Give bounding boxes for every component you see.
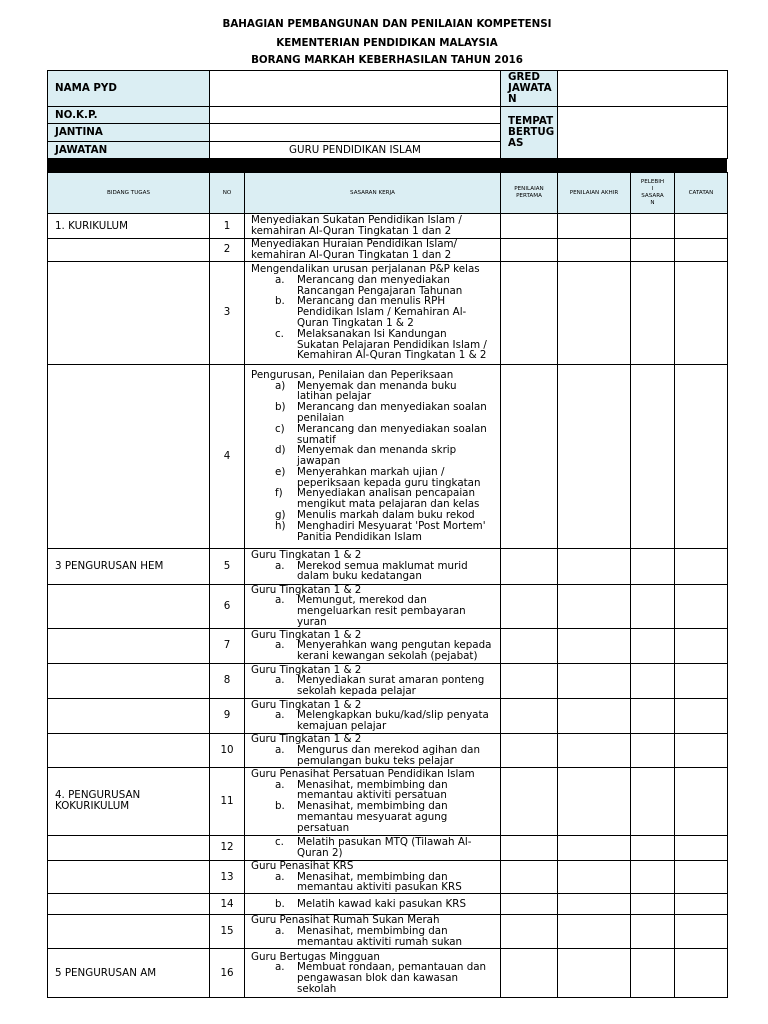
catatan-cell bbox=[675, 949, 728, 998]
sasaran-item bbox=[251, 801, 500, 833]
sasaran-intro: Guru Tingkatan 1 & 2 bbox=[251, 584, 362, 596]
ministry-title: KEMENTERIAN PENDIDIKAN MALAYSIA bbox=[276, 37, 498, 49]
penilaian-akhir-cell bbox=[558, 949, 631, 998]
item-marker: a. bbox=[275, 870, 285, 883]
info-row-nokp bbox=[48, 107, 728, 124]
item-marker: a. bbox=[275, 639, 285, 652]
catatan-cell bbox=[675, 584, 728, 628]
item-marker: e) bbox=[275, 465, 286, 478]
item-marker: b. bbox=[275, 800, 285, 813]
item-text: Menulis markah dalam buku rekod bbox=[297, 509, 475, 522]
jantina-label: JANTINA bbox=[48, 124, 210, 142]
pelebihi-sasaran-cell bbox=[631, 835, 675, 860]
col-penilaian-pertama: PENILAIAN PERTAMA bbox=[501, 173, 558, 214]
item-marker: a. bbox=[275, 925, 285, 938]
sasaran-item bbox=[251, 899, 500, 910]
item-marker: a. bbox=[275, 674, 285, 687]
penilaian-akhir-cell bbox=[558, 364, 631, 548]
item-text: Menyerahkan markah ujian / peperiksaan kepada guru tingkatan bbox=[297, 465, 481, 489]
sasaran-kerja-cell bbox=[245, 860, 501, 893]
col-no: NO bbox=[210, 173, 245, 214]
bidang-tugas-cell bbox=[48, 835, 210, 860]
col-catatan: CATATAN bbox=[675, 173, 728, 214]
nama-pyd-value bbox=[210, 71, 501, 107]
item-number: 9 bbox=[210, 698, 245, 733]
item-marker: a. bbox=[275, 594, 285, 607]
sasaran-item bbox=[251, 962, 500, 994]
sasaran-intro: Guru Tingkatan 1 & 2 bbox=[251, 733, 362, 746]
item-text: Menasihat, membimbing dan memantau aktiviti rumah sukan bbox=[297, 925, 463, 949]
penilaian-pertama-cell bbox=[501, 548, 558, 584]
catatan-cell bbox=[675, 894, 728, 915]
item-text: Merekod semua maklumat murid dalam buku kedatangan bbox=[297, 559, 468, 583]
penilaian-pertama-cell bbox=[501, 364, 558, 548]
item-number: 13 bbox=[210, 860, 245, 893]
item-number: 16 bbox=[210, 949, 245, 998]
gred-jawatan-value bbox=[558, 71, 728, 107]
pelebihi-sasaran-cell bbox=[631, 261, 675, 364]
bidang-tugas-cell bbox=[48, 663, 210, 698]
penilaian-akhir-cell bbox=[558, 548, 631, 584]
item-text: Menyediakan surat amaran ponteng sekolah kepada pelajar bbox=[297, 674, 485, 698]
table-row bbox=[48, 698, 728, 733]
table-row bbox=[48, 214, 728, 239]
pelebihi-sasaran-cell bbox=[631, 733, 675, 767]
sasaran-intro: Menyediakan Huraian Pendidikan Islam/ kemahiran Al-Quran Tingkatan 1 dan 2 bbox=[251, 238, 458, 261]
penilaian-akhir-cell bbox=[558, 261, 631, 364]
bidang-tugas-cell bbox=[48, 628, 210, 663]
item-number: 11 bbox=[210, 767, 245, 835]
bidang-tugas-cell bbox=[48, 698, 210, 733]
item-number: 8 bbox=[210, 663, 245, 698]
sasaran-intro: Guru Penasihat Persatuan Pendidikan Islam bbox=[251, 767, 475, 780]
item-text: Menyediakan analisan pencapaian mengikut mata pelajaran dan kelas bbox=[297, 487, 480, 511]
item-number: 4 bbox=[210, 364, 245, 548]
sasaran-item bbox=[251, 745, 500, 767]
item-marker: c. bbox=[275, 835, 284, 848]
pelebihi-sasaran-cell bbox=[631, 584, 675, 628]
bidang-tugas-cell bbox=[48, 949, 210, 998]
bidang-tugas-label: 1. KURIKULUM bbox=[55, 219, 128, 232]
nokp-value bbox=[210, 107, 501, 124]
table-row bbox=[48, 915, 728, 949]
department-title: BAHAGIAN PEMBANGUNAN DAN PENILAIAN KOMPETENSI bbox=[222, 18, 552, 30]
item-number: 1 bbox=[210, 214, 245, 239]
col-sasaran-kerja: SASARAN KERJA bbox=[245, 173, 501, 214]
sasaran-kerja-cell bbox=[245, 261, 501, 364]
penilaian-pertama-cell bbox=[501, 214, 558, 239]
bidang-tugas-cell bbox=[48, 214, 210, 239]
pelebihi-sasaran-cell bbox=[631, 698, 675, 733]
sasaran-kerja-cell bbox=[245, 767, 501, 835]
penilaian-akhir-cell bbox=[558, 214, 631, 239]
item-marker: d) bbox=[275, 444, 286, 457]
sasaran-kerja-cell bbox=[245, 548, 501, 584]
item-text: Melaksanakan Isi Kandungan Sukatan Pelajaran Pendidikan Islam / Kemahiran Al-Quran Tingkatan 1 & 2 bbox=[297, 327, 487, 362]
penilaian-pertama-cell bbox=[501, 733, 558, 767]
item-marker: f) bbox=[275, 487, 283, 500]
penilaian-akhir-cell bbox=[558, 239, 631, 262]
item-marker: h) bbox=[275, 519, 286, 532]
bidang-tugas-cell bbox=[48, 915, 210, 949]
item-marker: a) bbox=[275, 379, 286, 392]
sasaran-item bbox=[251, 837, 500, 859]
bidang-tugas-cell bbox=[48, 239, 210, 262]
nokp-label: NO.K.P. bbox=[48, 107, 210, 124]
sasaran-kerja-cell bbox=[245, 214, 501, 239]
table-row bbox=[48, 364, 728, 548]
sasaran-item bbox=[251, 275, 500, 297]
catatan-cell bbox=[675, 628, 728, 663]
sasaran-kerja-cell bbox=[245, 894, 501, 915]
item-marker: c) bbox=[275, 422, 285, 435]
sasaran-intro: Guru Penasihat Rumah Sukan Merah bbox=[251, 914, 440, 927]
tempat-bertugas-label: TEMPAT BERTUG AS bbox=[501, 107, 558, 159]
item-text: Menasihat, membimbing dan memantau aktiviti pasukan KRS bbox=[297, 870, 462, 894]
table-row bbox=[48, 628, 728, 663]
penilaian-akhir-cell bbox=[558, 698, 631, 733]
sasaran-intro: Mengendalikan urusan perjalanan P&P kelas bbox=[251, 263, 480, 275]
penilaian-akhir-cell bbox=[558, 835, 631, 860]
bidang-tugas-label: 4. PENGURUSAN KOKURIKULUM bbox=[55, 789, 141, 813]
sasaran-intro: Guru Tingkatan 1 & 2 bbox=[251, 628, 362, 641]
catatan-cell bbox=[675, 214, 728, 239]
item-marker: b) bbox=[275, 401, 286, 414]
item-text: Menasihat, membimbing dan memantau aktiviti persatuan bbox=[297, 778, 448, 802]
sasaran-item bbox=[251, 675, 500, 697]
catatan-cell bbox=[675, 835, 728, 860]
item-number: 7 bbox=[210, 628, 245, 663]
bidang-tugas-cell bbox=[48, 364, 210, 548]
bidang-tugas-cell bbox=[48, 733, 210, 767]
item-text: Melatih kawad kaki pasukan KRS bbox=[297, 897, 466, 910]
penilaian-pertama-cell bbox=[501, 698, 558, 733]
penilaian-pertama-cell bbox=[501, 835, 558, 860]
sasaran-kerja-cell bbox=[245, 915, 501, 949]
col-bidang-tugas: BIDANG TUGAS bbox=[48, 173, 210, 214]
penilaian-pertama-cell bbox=[501, 584, 558, 628]
penilaian-pertama-cell bbox=[501, 949, 558, 998]
sasaran-item bbox=[251, 445, 500, 467]
penilaian-pertama-cell bbox=[501, 860, 558, 893]
catatan-cell bbox=[675, 860, 728, 893]
sasaran-item bbox=[251, 488, 500, 510]
item-text: Menyemak dan menanda buku latihan pelajar bbox=[297, 379, 457, 403]
col-pelebihi-sasaran: PELEBIH I SASARA N bbox=[631, 173, 675, 214]
penilaian-pertama-cell bbox=[501, 261, 558, 364]
item-number: 10 bbox=[210, 733, 245, 767]
item-marker: b. bbox=[275, 897, 285, 910]
sasaran-item bbox=[251, 402, 500, 424]
pelebihi-sasaran-cell bbox=[631, 548, 675, 584]
sasaran-kerja-cell bbox=[245, 584, 501, 628]
item-marker: a. bbox=[275, 778, 285, 791]
table-row bbox=[48, 894, 728, 915]
penilaian-akhir-cell bbox=[558, 915, 631, 949]
pelebihi-sasaran-cell bbox=[631, 915, 675, 949]
sasaran-item bbox=[251, 329, 500, 361]
catatan-cell bbox=[675, 663, 728, 698]
item-number: 12 bbox=[210, 835, 245, 860]
sasaran-kerja-cell bbox=[245, 364, 501, 548]
sasaran-item bbox=[251, 872, 500, 894]
pelebihi-sasaran-cell bbox=[631, 860, 675, 893]
table-header-row bbox=[48, 173, 728, 214]
table-row bbox=[48, 767, 728, 835]
item-marker: a. bbox=[275, 709, 285, 722]
catatan-cell bbox=[675, 733, 728, 767]
table-row bbox=[48, 584, 728, 628]
item-marker: a. bbox=[275, 559, 285, 572]
sasaran-item bbox=[251, 640, 500, 662]
sasaran-item bbox=[251, 710, 500, 732]
item-text: Merancang dan menyediakan soalan penilaian bbox=[297, 401, 487, 424]
sasaran-intro: Guru Bertugas Mingguan bbox=[251, 950, 380, 963]
table-row bbox=[48, 949, 728, 998]
penilaian-akhir-cell bbox=[558, 663, 631, 698]
penilaian-pertama-cell bbox=[501, 239, 558, 262]
sasaran-intro: Guru Tingkatan 1 & 2 bbox=[251, 548, 362, 561]
item-marker: a. bbox=[275, 743, 285, 756]
pelebihi-sasaran-cell bbox=[631, 628, 675, 663]
table-row bbox=[48, 261, 728, 364]
item-number: 5 bbox=[210, 548, 245, 584]
penilaian-akhir-cell bbox=[558, 894, 631, 915]
sasaran-kerja-cell bbox=[245, 663, 501, 698]
penilaian-akhir-cell bbox=[558, 733, 631, 767]
sasaran-item bbox=[251, 521, 500, 543]
item-number: 14 bbox=[210, 894, 245, 915]
section-divider-bar bbox=[47, 158, 727, 172]
bidang-tugas-cell bbox=[48, 261, 210, 364]
pelebihi-sasaran-cell bbox=[631, 949, 675, 998]
nama-pyd-label: NAMA PYD bbox=[48, 71, 210, 107]
bidang-tugas-cell bbox=[48, 894, 210, 915]
sasaran-item bbox=[251, 296, 500, 328]
bidang-tugas-cell bbox=[48, 767, 210, 835]
item-text: Merancang dan menyediakan soalan sumatif bbox=[297, 422, 487, 446]
penilaian-pertama-cell bbox=[501, 628, 558, 663]
penilaian-akhir-cell bbox=[558, 767, 631, 835]
item-marker: a. bbox=[275, 273, 285, 286]
item-text: Mengurus dan merekod agihan dan pemulangan buku teks pelajar bbox=[297, 743, 480, 767]
sasaran-item bbox=[251, 381, 500, 403]
sasaran-item bbox=[251, 780, 500, 802]
item-text: Melatih pasukan MTQ (Tilawah Al- Quran 2) bbox=[297, 835, 472, 859]
catatan-cell bbox=[675, 698, 728, 733]
item-text: Melengkapkan buku/kad/slip penyata kemajuan pelajar bbox=[297, 709, 489, 733]
sasaran-item bbox=[251, 467, 500, 489]
item-text: Membuat rondaan, pemantauan dan pengawasan blok dan kawasan sekolah bbox=[297, 961, 487, 995]
pelebihi-sasaran-cell bbox=[631, 214, 675, 239]
bidang-tugas-cell bbox=[48, 584, 210, 628]
sasaran-kerja-cell bbox=[245, 698, 501, 733]
penilaian-akhir-cell bbox=[558, 584, 631, 628]
sasaran-item bbox=[251, 424, 500, 446]
item-text: Menyerahkan wang pengutan kepada kerani kewangan sekolah (pejabat) bbox=[297, 639, 492, 663]
table-row bbox=[48, 860, 728, 893]
sasaran-kerja-cell bbox=[245, 835, 501, 860]
table-row bbox=[48, 733, 728, 767]
pelebihi-sasaran-cell bbox=[631, 364, 675, 548]
item-number: 15 bbox=[210, 915, 245, 949]
sasaran-intro: Guru Tingkatan 1 & 2 bbox=[251, 698, 362, 711]
pelebihi-sasaran-cell bbox=[631, 767, 675, 835]
bidang-tugas-cell bbox=[48, 548, 210, 584]
item-text: Merancang dan menulis RPH Pendidikan Islam / Kemahiran Al- Quran Tingkatan 1 & 2 bbox=[297, 295, 467, 329]
item-marker: c. bbox=[275, 327, 284, 340]
sasaran-kerja-cell bbox=[245, 949, 501, 998]
penilaian-pertama-cell bbox=[501, 894, 558, 915]
tempat-bertugas-value bbox=[558, 107, 728, 159]
penilaian-pertama-cell bbox=[501, 663, 558, 698]
sasaran-intro: Guru Tingkatan 1 & 2 bbox=[251, 663, 362, 676]
penilaian-akhir-cell bbox=[558, 860, 631, 893]
item-marker: b. bbox=[275, 295, 285, 308]
penilaian-pertama-cell bbox=[501, 915, 558, 949]
bidang-tugas-cell bbox=[48, 860, 210, 893]
table-row bbox=[48, 548, 728, 584]
gred-jawatan-label: GRED JAWATA N bbox=[501, 71, 558, 107]
sasaran-kerja-cell bbox=[245, 733, 501, 767]
catatan-cell bbox=[675, 548, 728, 584]
table-body bbox=[48, 214, 728, 998]
item-marker: g) bbox=[275, 509, 286, 522]
table-row bbox=[48, 239, 728, 262]
table-row bbox=[48, 663, 728, 698]
catatan-cell bbox=[675, 239, 728, 262]
info-row-nama bbox=[48, 71, 728, 107]
sasaran-kerja-cell bbox=[245, 628, 501, 663]
table-row bbox=[48, 835, 728, 860]
item-marker: a. bbox=[275, 961, 285, 974]
item-text: Merancang dan menyediakan Rancangan Pengajaran Tahunan bbox=[297, 273, 463, 297]
penilaian-pertama-cell bbox=[501, 767, 558, 835]
sasaran-intro: Guru Penasihat KRS bbox=[251, 860, 354, 872]
catatan-cell bbox=[675, 261, 728, 364]
item-text: Memungut, merekod dan mengeluarkan resit pembayaran yuran bbox=[297, 594, 466, 628]
col-penilaian-akhir: PENILAIAN AKHIR bbox=[558, 173, 631, 214]
pelebihi-sasaran-cell bbox=[631, 239, 675, 262]
catatan-cell bbox=[675, 915, 728, 949]
item-text: Menghadiri Mesyuarat 'Post Mortem' Panitia Pendidikan Islam bbox=[297, 519, 486, 543]
bidang-tugas-label: 5 PENGURUSAN AM bbox=[55, 966, 157, 979]
item-number: 6 bbox=[210, 584, 245, 628]
item-number: 3 bbox=[210, 261, 245, 364]
sasaran-intro: Menyediakan Sukatan Pendidikan Islam / kemahiran Al-Quran Tingkatan 1 dan 2 bbox=[251, 214, 462, 237]
item-text: Menyemak dan menanda skrip jawapan bbox=[297, 444, 457, 468]
sasaran-kerja-cell bbox=[245, 239, 501, 262]
pelebihi-sasaran-cell bbox=[631, 894, 675, 915]
sasaran-item bbox=[251, 595, 500, 627]
jantina-value bbox=[210, 124, 501, 142]
form-title: BORANG MARKAH KEBERHASILAN TAHUN 2016 bbox=[251, 54, 523, 66]
sasaran-item bbox=[251, 561, 500, 583]
sasaran-kerja-table bbox=[47, 172, 728, 998]
item-text: Menasihat, membimbing dan memantau mesyuarat agung persatuan bbox=[297, 800, 448, 834]
catatan-cell bbox=[675, 767, 728, 835]
jawatan-value: GURU PENDIDIKAN ISLAM bbox=[210, 142, 501, 159]
pelebihi-sasaran-cell bbox=[631, 663, 675, 698]
pyd-info-table bbox=[47, 70, 728, 159]
item-number: 2 bbox=[210, 239, 245, 262]
sasaran-intro: Pengurusan, Penilaian dan Peperiksaan bbox=[251, 368, 454, 381]
sasaran-item bbox=[251, 926, 500, 948]
catatan-cell bbox=[675, 364, 728, 548]
penilaian-akhir-cell bbox=[558, 628, 631, 663]
jawatan-label: JAWATAN bbox=[48, 142, 210, 159]
bidang-tugas-label: 3 PENGURUSAN HEM bbox=[55, 559, 164, 572]
